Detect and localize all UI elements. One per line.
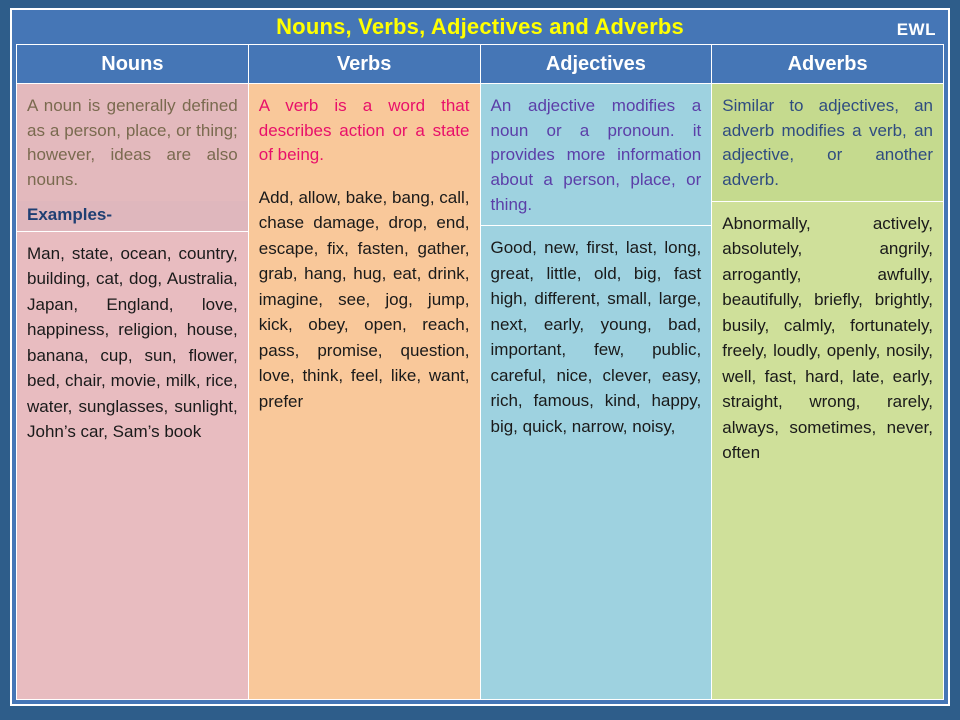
column-verbs [249,84,481,700]
column-header-verbs: Verbs [249,44,481,84]
examples-nouns: Man, state, ocean, country, building, cat, dog, Australia, Japan, England, love, happiness, religion, house, banana, cup, sun, flower, bed, chair, movie, milk, rice, water, sunglasses, sunlight, John’s car, Sam’s book [17,231,248,699]
table-body [12,84,948,704]
definition-verbs: A verb is a word that describes action or a state of being. [249,84,480,176]
column-nouns [16,84,249,700]
column-header-adjectives: Adjectives [481,44,713,84]
title-bar [12,10,948,44]
page-title: Nouns, Verbs, Adjectives and Adverbs [276,14,684,39]
examples-adverbs: Abnormally, actively, absolutely, angrily, arrogantly, awfully, beautifully, briefly, brightly, busily, calmly, fortunately, freely, loudly, openly, nosily, well, fast, hard, late, early, straight, wrong, rarely, always, sometimes, never, often [712,201,943,699]
examples-adjectives: Good, new, first, last, long, great, little, old, big, fast high, different, small, large, next, early, young, bad, important, few, public, careful, nice, clever, easy, rich, famous, kind, happy, big, quick, narrow, noisy, [481,225,712,699]
column-adjectives [481,84,713,700]
column-header-nouns: Nouns [16,44,249,84]
definition-adjectives: An adjective modifies a noun or a pronoun. it provides more information about a person, place, or thing. [481,84,712,225]
table-header-row [12,44,948,84]
table-frame [10,8,950,706]
definition-nouns: A noun is generally defined as a person, place, or thing; however, ideas are also nouns. [17,84,248,201]
definition-adverbs: Similar to adjectives, an adverb modifies a verb, an adjective, or another adverb. [712,84,943,201]
column-header-adverbs: Adverbs [712,44,944,84]
examples-verbs: Add, allow, bake, bang, call, chase damage, drop, end, escape, fix, fasten, gather, grab, hang, hug, eat, drink, imagine, see, jog, jump, kick, obey, open, reach, pass, promise, question, love, think, feel, like, want, prefer [249,176,480,699]
brand-logo: EWL [896,20,936,39]
column-adverbs [712,84,944,700]
examples-label-nouns: Examples- [17,201,248,231]
